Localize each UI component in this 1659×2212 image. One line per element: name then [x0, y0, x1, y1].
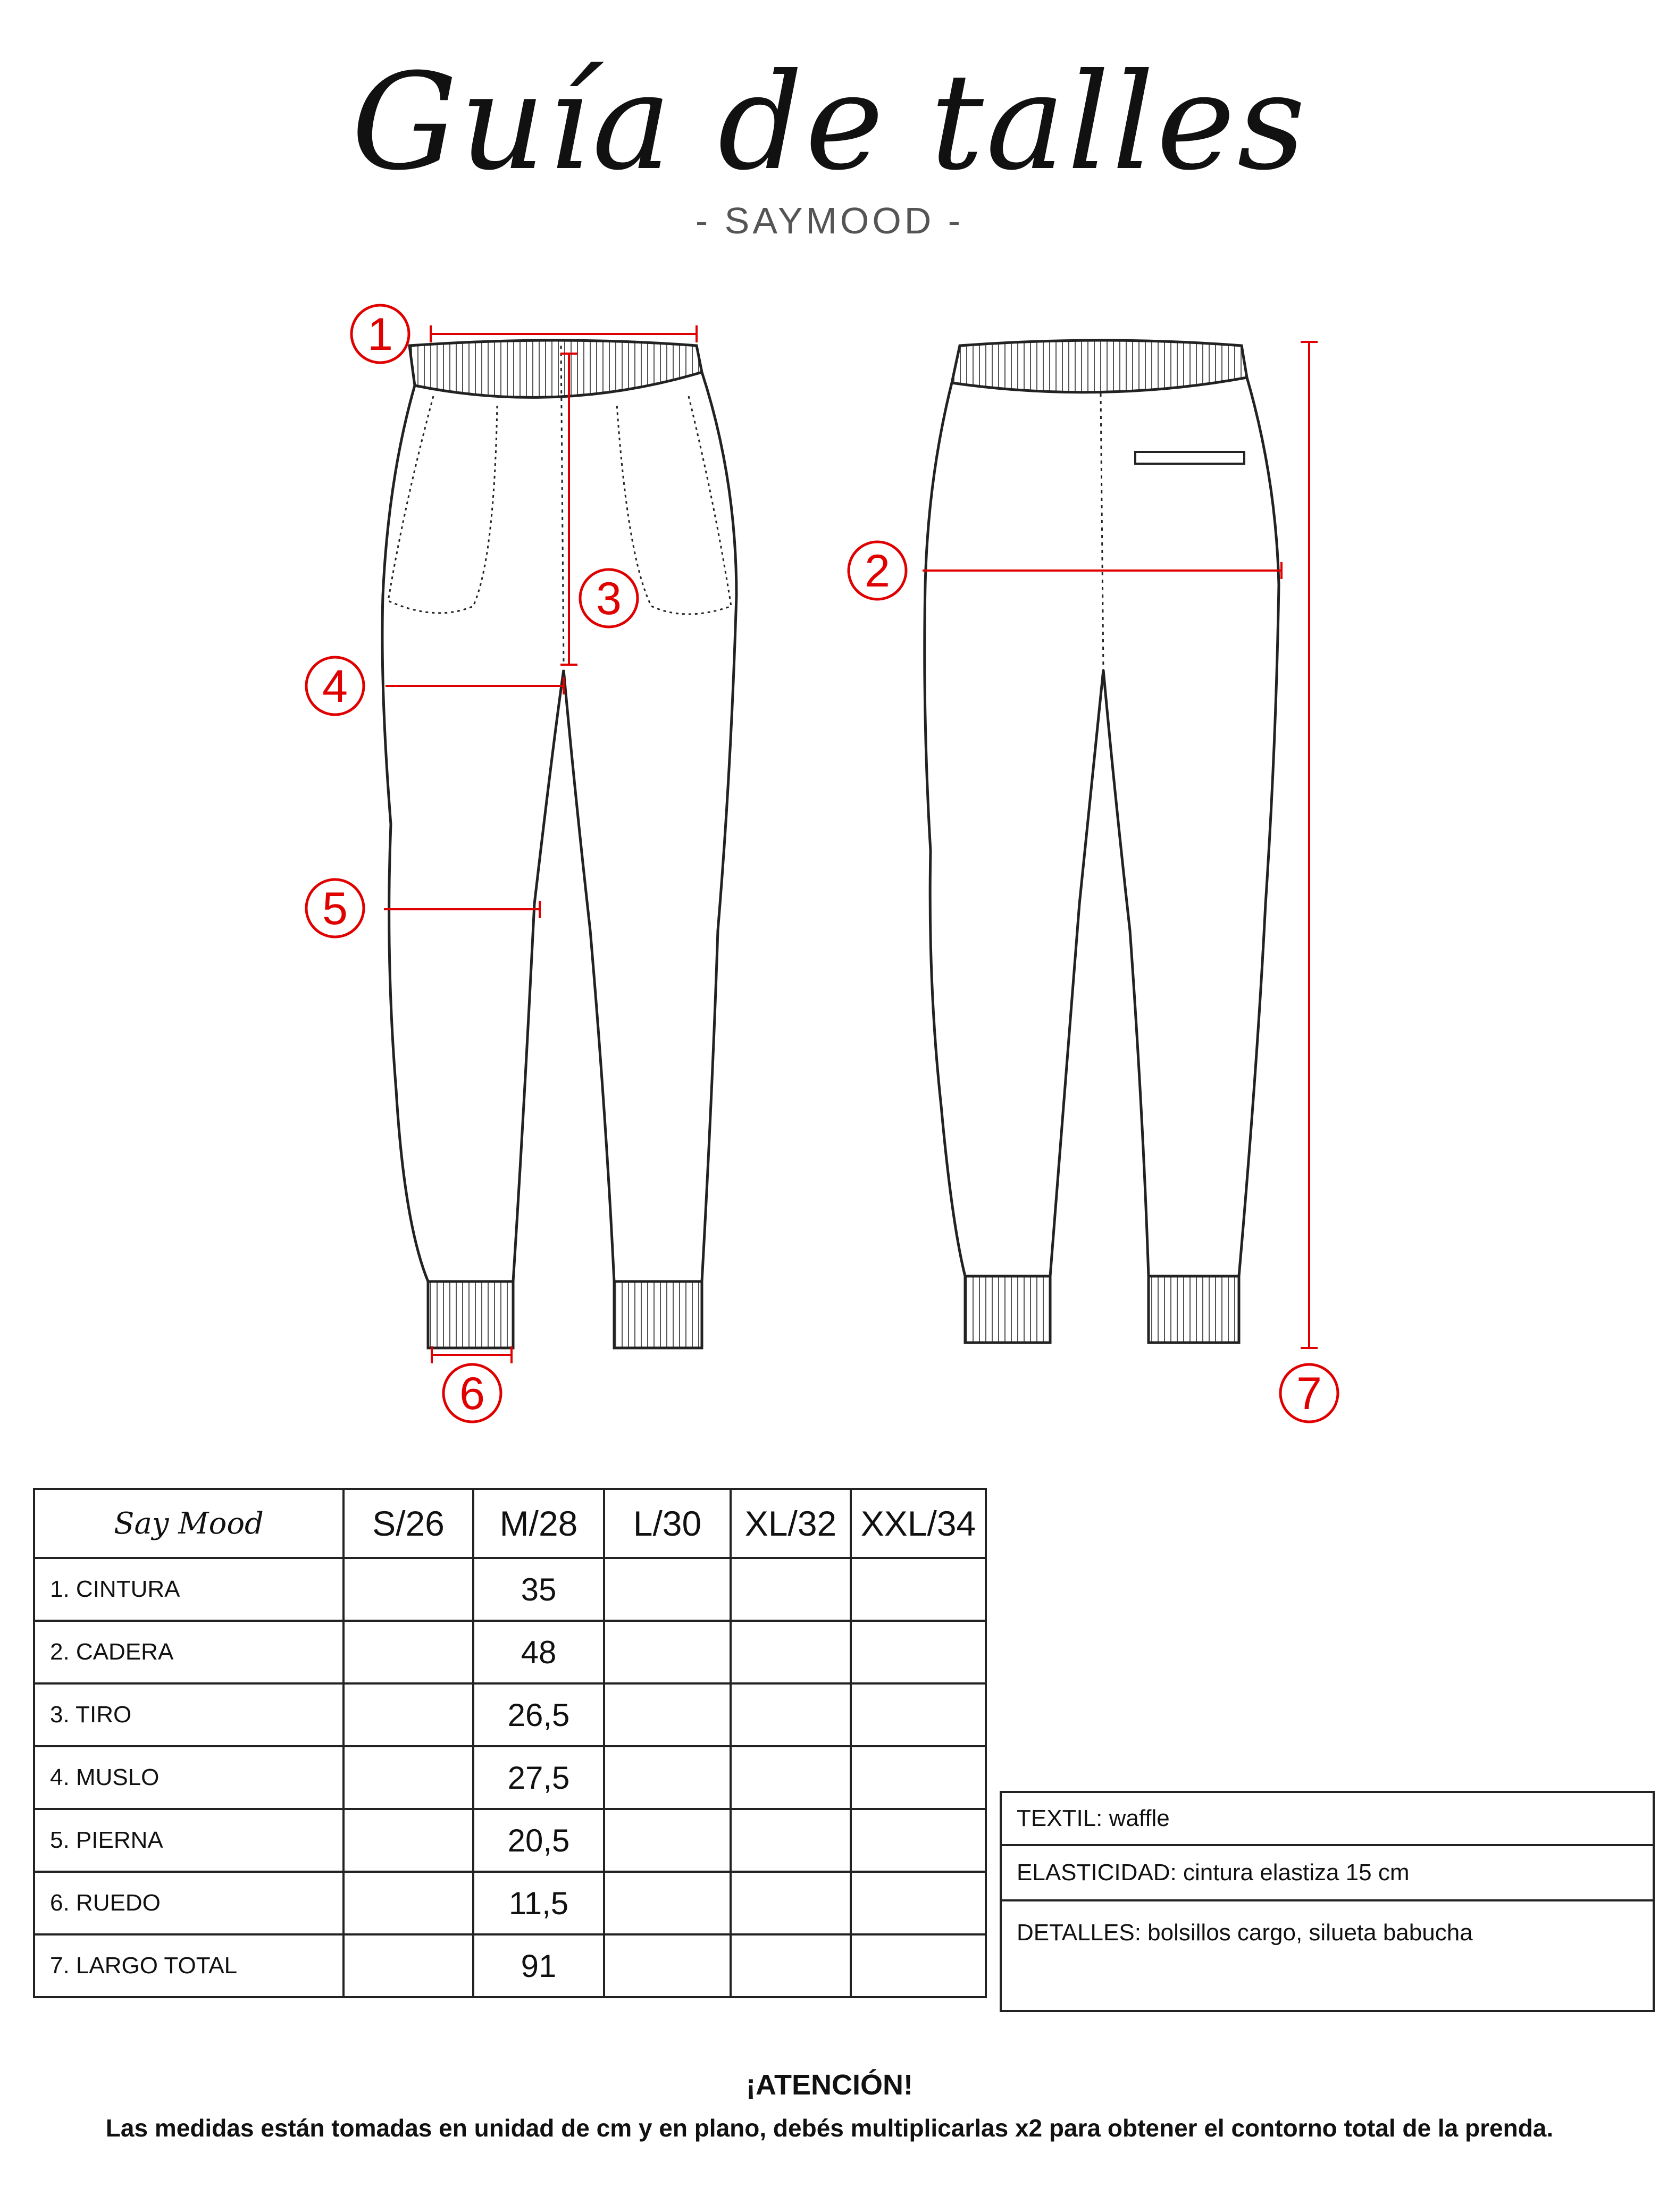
cell-value — [343, 1683, 473, 1746]
front-waistband — [409, 340, 702, 397]
back-left-cuff — [965, 1276, 1050, 1343]
marker-2 — [849, 542, 906, 599]
marker-5 — [306, 879, 364, 937]
row-label: 6. RUEDO — [34, 1872, 343, 1934]
cell-value — [731, 1558, 851, 1621]
svg-text:5: 5 — [322, 883, 348, 934]
cell-value — [604, 1872, 731, 1934]
saymood-logo-signature: Say Mood — [34, 1489, 343, 1558]
back-right-cuff — [1149, 1276, 1239, 1343]
row-label: 4. MUSLO — [34, 1746, 343, 1809]
cell-value — [851, 1934, 986, 1997]
cell-value — [851, 1558, 986, 1621]
cell-value — [343, 1934, 473, 1997]
pants-front-view — [382, 340, 736, 1348]
cell-value — [343, 1558, 473, 1621]
row-label: 2. CADERA — [34, 1621, 343, 1683]
elasticidad-text: ELASTICIDAD: cintura elastiza 15 cm — [1001, 1845, 1654, 1900]
back-center-seam — [1101, 393, 1103, 670]
cell-value — [343, 1746, 473, 1809]
marker-7 — [1280, 1364, 1338, 1422]
measurement-markers — [306, 305, 1338, 1422]
table-row — [34, 1872, 986, 1934]
cell-value — [604, 1746, 731, 1809]
back-left-leg-outline — [925, 383, 965, 1276]
pants-back-view — [925, 340, 1279, 1343]
marker-3 — [580, 569, 638, 627]
row-label: 7. LARGO TOTAL — [34, 1934, 343, 1997]
cell-value: 20,5 — [473, 1809, 604, 1872]
table-row — [34, 1934, 986, 1997]
front-left-leg-outline — [382, 386, 428, 1281]
cell-value — [731, 1809, 851, 1872]
cell-value — [851, 1683, 986, 1746]
textil-text: TEXTIL: waffle — [1001, 1792, 1654, 1845]
cell-value: 91 — [473, 1934, 604, 1997]
row-label: 1. CINTURA — [34, 1558, 343, 1621]
measurement-lines — [384, 325, 1318, 1363]
size-table — [33, 1488, 987, 1998]
size-header-xxl: XXL/34 — [851, 1489, 986, 1558]
table-row — [34, 1809, 986, 1872]
size-header-s: S/26 — [343, 1489, 473, 1558]
cell-value — [343, 1809, 473, 1872]
attention-note: Las medidas están tomadas en unidad de cm y en plano, debés multiplicarlas x2 para obtener el contorno total de la prenda. — [105, 2114, 1554, 2142]
cell-value: 26,5 — [473, 1683, 604, 1746]
front-right-pocket — [617, 396, 731, 614]
size-header-m: M/28 — [473, 1489, 604, 1558]
table-row — [34, 1683, 986, 1746]
cell-value — [731, 1872, 851, 1934]
front-right-cuff — [614, 1281, 702, 1348]
svg-text:3: 3 — [596, 573, 622, 624]
info-row-elasticidad — [1001, 1845, 1654, 1900]
marker-4 — [306, 657, 364, 715]
cell-value — [604, 1558, 731, 1621]
info-row-textil — [1001, 1792, 1654, 1845]
back-waistband — [952, 340, 1247, 392]
cell-value — [604, 1809, 731, 1872]
cell-value: 35 — [473, 1558, 604, 1621]
front-left-cuff — [428, 1281, 513, 1348]
cell-value — [851, 1621, 986, 1683]
cell-value: 48 — [473, 1621, 604, 1683]
table-row — [34, 1621, 986, 1683]
svg-text:4: 4 — [322, 661, 348, 712]
cell-value — [604, 1621, 731, 1683]
cell-value — [851, 1746, 986, 1809]
front-right-leg-outline — [702, 372, 736, 1281]
svg-text:7: 7 — [1296, 1368, 1322, 1419]
cell-value — [851, 1809, 986, 1872]
cell-value — [604, 1934, 731, 1997]
row-label: 3. TIRO — [34, 1683, 343, 1746]
marker-1 — [351, 305, 409, 363]
size-table-header — [34, 1489, 986, 1558]
pants-diagram — [0, 287, 1659, 1473]
cell-value — [731, 1746, 851, 1809]
size-header-l: L/30 — [604, 1489, 731, 1558]
cell-value: 11,5 — [473, 1872, 604, 1934]
fabric-info-table — [1000, 1791, 1655, 2012]
svg-text:2: 2 — [865, 546, 890, 597]
cell-value — [851, 1872, 986, 1934]
cell-value — [343, 1621, 473, 1683]
table-row — [34, 1558, 986, 1621]
front-inseam — [513, 670, 614, 1281]
cell-value — [731, 1621, 851, 1683]
cell-value — [604, 1683, 731, 1746]
table-row — [34, 1746, 986, 1809]
marker-6 — [443, 1364, 501, 1422]
brand-subtitle: - SAYMOOD - — [695, 200, 964, 241]
attention-heading: ¡ATENCIÓN! — [746, 2069, 913, 2101]
cell-value: 27,5 — [473, 1746, 604, 1809]
page-title: Guía de talles — [351, 45, 1308, 199]
info-row-detalles — [1001, 1900, 1654, 2011]
back-pocket — [1135, 452, 1244, 464]
cell-value — [731, 1683, 851, 1746]
row-label: 5. PIERNA — [34, 1809, 343, 1872]
back-right-leg-outline — [1239, 378, 1279, 1276]
svg-text:6: 6 — [459, 1368, 485, 1419]
cell-value — [343, 1872, 473, 1934]
detalles-text: DETALLES: bolsillos cargo, silueta babucha — [1001, 1900, 1654, 2011]
size-header-xl: XL/32 — [731, 1489, 851, 1558]
back-inseam — [1050, 670, 1149, 1276]
svg-text:1: 1 — [367, 309, 393, 360]
cell-value — [731, 1934, 851, 1997]
